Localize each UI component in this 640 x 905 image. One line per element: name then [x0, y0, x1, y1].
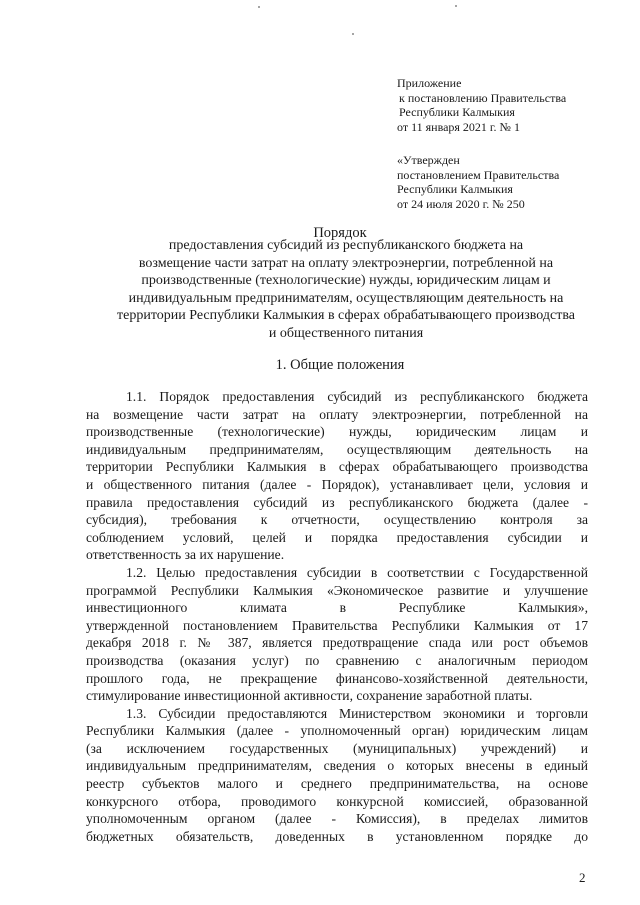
appendix-line: Республики Калмыкия: [399, 105, 515, 119]
appendix-line: к постановлению Правительства: [399, 90, 567, 105]
body-line: субсидия), требования к отчетности, осуществлению контроля за: [86, 512, 588, 528]
approval-line: «Утвержден: [397, 153, 460, 167]
body-line: производственные (технологические) нужды, юридическим лицам и: [86, 424, 588, 440]
approval-block: [397, 153, 559, 211]
body-line: Республики Калмыкия (далее - уполномоченный орган) юридическим лицам: [86, 723, 588, 739]
subtitle-line: возмещение части затрат на оплату электроэнергии, потребленной на: [138, 255, 554, 271]
body-line: индивидуальным предпринимателям, осуществляющим деятельность на: [86, 441, 588, 457]
body-line: соблюдением условий, целей и порядка предоставления субсидии и: [86, 529, 588, 545]
body-line: инвестиционного климата в Республике Калмыкия»,: [86, 600, 588, 616]
body-line: и общественного питания (далее - Порядок), устанавливает цели, условия и: [86, 476, 588, 492]
body-line: производства (оказания услуг) по сравнению с аналогичным периодом: [86, 652, 588, 668]
document-subtitle: [90, 237, 602, 343]
body-line: (за исключением государственных (муниципальных) учреждений) и: [86, 740, 588, 756]
body-line: уполномоченным органом (далее - Комиссия), в пределах лимитов: [86, 811, 588, 827]
body-line: 1.1. Порядок предоставления субсидий из республиканского бюджета: [126, 389, 588, 404]
subtitle-line: индивидуальным предпринимателям, осуществляющим деятельность на: [128, 290, 564, 306]
body-line: на возмещение части затрат на оплату электроэнергии, потребленной на: [86, 406, 588, 422]
body-line: прошлого года, не прекращение финансово-хозяйственной деятельности,: [86, 670, 588, 686]
page-number: 2: [579, 870, 586, 885]
body-line: декабря 2018 г. № 387, является предотвращение спада или рост объемов: [86, 635, 588, 651]
appendix-block: [397, 76, 566, 134]
body-line: реестр субъектов малого и среднего предпринимательства, на основе: [86, 776, 588, 792]
document-body: [86, 388, 588, 845]
scan-speck: [352, 33, 354, 35]
body-line: программой Республики Калмыкия «Экономическое развитие и улучшение: [86, 582, 588, 598]
body-line: правила предоставления субсидий из республиканского бюджета (далее -: [86, 494, 588, 510]
approval-line: Республики Калмыкия: [397, 182, 513, 196]
appendix-line: Приложение: [397, 76, 462, 90]
subtitle-line: предоставления субсидий из республиканского бюджета на: [168, 238, 524, 253]
body-line: 1.2. Целью предоставления субсидии в соответствии с Государственной: [126, 564, 588, 580]
body-line: 1.3. Субсидии предоставляются Министерством экономики и торговли: [126, 705, 588, 721]
approval-line: от 24 июля 2020 г. № 250: [397, 196, 525, 211]
body-line: бюджетных обязательств, доведенных в установленном порядке до: [86, 828, 588, 844]
scan-speck: [258, 6, 260, 8]
scan-speck: [455, 5, 457, 7]
body-line: индивидуальным предпринимателям, сведения о которых внесены в единый: [86, 758, 588, 774]
section-heading: 1. Общие положения: [275, 357, 405, 373]
approval-line: постановлением Правительства: [397, 167, 560, 182]
subtitle-line: производственные (технологические) нужды, юридическим лицам и: [141, 273, 551, 289]
subtitle-line: территории Республики Калмыкия в сферах обрабатывающего производства: [117, 308, 575, 324]
body-line: ответственность за их нарушение.: [86, 547, 285, 563]
body-line: стимулирование инвестиционной активности, сохранение заработной платы.: [86, 688, 533, 704]
body-line: конкурсного отбора, проводимого конкурсной комиссией, образованной: [86, 793, 588, 809]
subtitle-line: и общественного питания: [268, 325, 424, 341]
body-line: территории Республики Калмыкия в сферах обрабатывающего производства: [86, 459, 588, 475]
appendix-line: от 11 января 2021 г. № 1: [397, 119, 520, 134]
document-title: Порядок: [313, 225, 367, 241]
body-line: утвержденной постановлением Правительства Республики Калмыкия от 17: [86, 617, 588, 633]
